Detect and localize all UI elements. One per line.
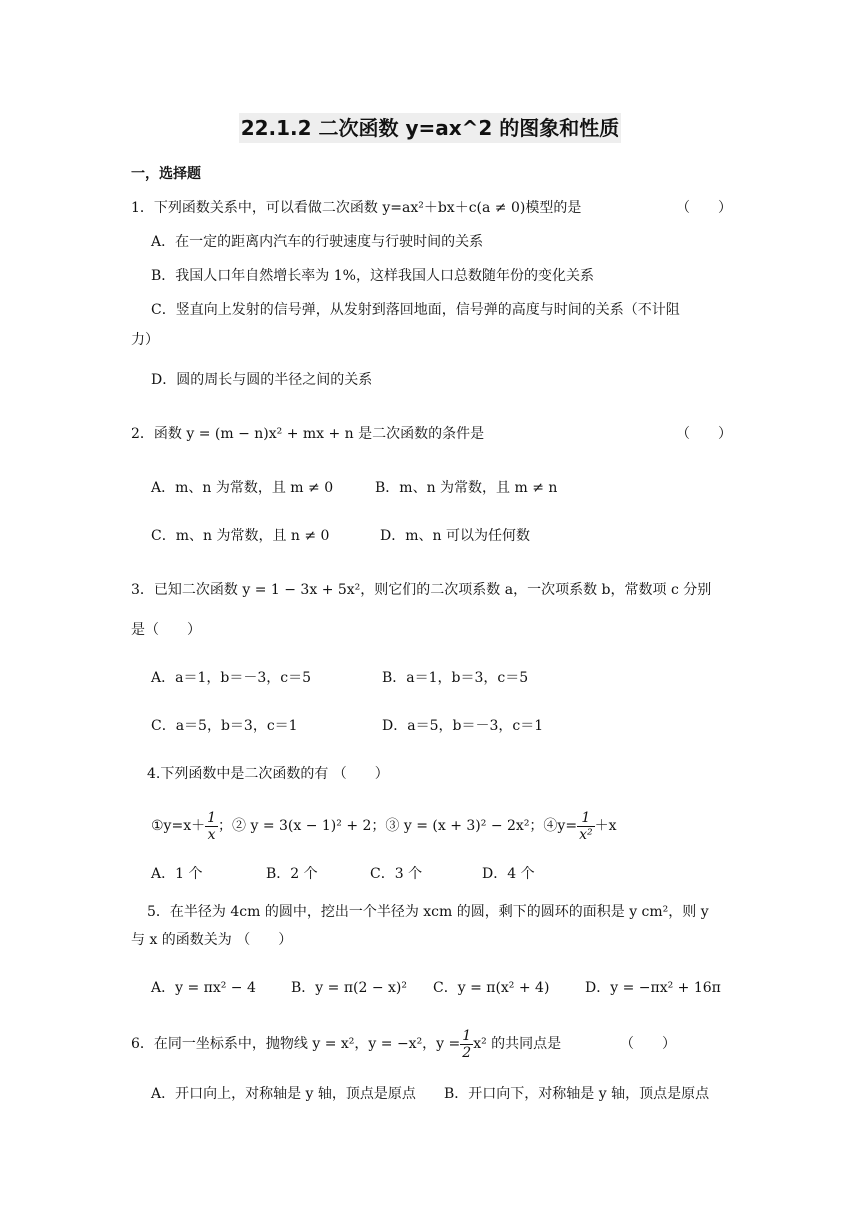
q6-option-a: A．开口向上，对称轴是 y 轴，顶点是原点 bbox=[151, 1086, 416, 1102]
q3-option-b: B．a＝1，b＝3，c＝5 bbox=[382, 670, 529, 686]
q4-f1-numerator: 1 bbox=[207, 809, 217, 826]
q1-option-b: B．我国人口年自然增长率为 1%，这样我国人口总数随年份的变化关系 bbox=[151, 268, 594, 284]
q4-f1-fraction bbox=[205, 810, 218, 843]
q2-stem: 2．函数 y = (m − n)x² + mx + n 是二次函数的条件是 bbox=[131, 426, 485, 442]
q4-option-a: A．1 个 bbox=[151, 866, 203, 882]
q2-option-b: B．m、n 为常数，且 m ≠ n bbox=[375, 480, 558, 496]
q4-option-d: D．4 个 bbox=[482, 866, 535, 882]
q3-option-d: D．a＝5，b＝－3，c＝1 bbox=[382, 718, 544, 734]
q6-stem-end: x² 的共同点是 bbox=[473, 1036, 562, 1052]
q2-option-c: C．m、n 为常数，且 n ≠ 0 bbox=[151, 528, 330, 544]
q6-numerator: 1 bbox=[462, 1027, 472, 1044]
q5-stem: 5．在半径为 4cm 的圆中，挖出一个半径为 xcm 的圆，剩下的圆环的面积是 y cm²，则 y bbox=[147, 904, 709, 920]
q1-option-a: A．在一定的距离内汽车的行驶速度与行驶时间的关系 bbox=[151, 234, 484, 250]
q4-option-c: C．3 个 bbox=[370, 866, 423, 882]
q4-f4-suffix: ＋x bbox=[594, 818, 617, 834]
q3-option-a: A．a＝1，b＝－3，c＝5 bbox=[151, 670, 311, 686]
q4-f4-numerator: 1 bbox=[577, 810, 595, 827]
section-heading: 一，选择题 bbox=[131, 166, 201, 182]
q4-f4-fraction bbox=[577, 810, 595, 843]
q3-stem: 3．已知二次函数 y = 1 − 3x + 5x²，则它们的二次项系数 a，一次项系数 b，常数项 c 分别 bbox=[131, 582, 712, 598]
q4-stem: 4.下列函数中是二次函数的有 （ ） bbox=[147, 766, 389, 782]
q4-option-b: B．2 个 bbox=[266, 866, 318, 882]
q1-answer-paren: （ ） bbox=[676, 200, 732, 216]
q6-answer-paren: （ ） bbox=[620, 1036, 676, 1052]
page-title bbox=[0, 112, 860, 141]
q6-denominator: 2 bbox=[462, 1044, 472, 1061]
q2-option-d: D．m、n 可以为任何数 bbox=[380, 528, 530, 544]
q4-functions bbox=[151, 808, 617, 844]
q4-f1-prefix: ①y=x＋ bbox=[151, 818, 206, 834]
q6-stem-start: 6．在同一坐标系中，抛物线 y = x²，y = −x²，y = bbox=[131, 1036, 461, 1052]
q1-stem: 1．下列函数关系中，可以看做二次函数 y=ax²＋bx＋c(a ≠ 0)模型的是 bbox=[131, 200, 582, 216]
q1-option-d: D．圆的周长与圆的半径之间的关系 bbox=[151, 372, 373, 388]
q6-fraction bbox=[460, 1028, 473, 1061]
q4-f1-denominator: x bbox=[207, 826, 216, 843]
q5-stem-cont: 与 x 的函数关为 （ ） bbox=[131, 932, 293, 948]
q3-option-c: C．a＝5，b＝3，c＝1 bbox=[151, 718, 298, 734]
q3-stem-cont: 是（ ） bbox=[131, 622, 201, 638]
q2-answer-paren: （ ） bbox=[676, 426, 732, 442]
q6-option-b: B．开口向下，对称轴是 y 轴，顶点是原点 bbox=[444, 1086, 710, 1102]
q1-option-c: C．竖直向上发射的信号弹，从发射到落回地面，信号弹的高度与时间的关系（不计阻 bbox=[151, 302, 680, 318]
q6-stem bbox=[131, 1026, 561, 1062]
q4-f2-f3: ；② y = 3(x − 1)² + 2；③ y = (x + 3)² − 2x²；④y= bbox=[218, 818, 578, 834]
q5-option-c: C．y = π(x² + 4) bbox=[433, 980, 550, 996]
q5-option-d: D．y = −πx² + 16π bbox=[585, 980, 721, 996]
title-text: 22.1.2 二次函数 y=ax^2 的图象和性质 bbox=[239, 113, 622, 143]
q1-option-c-cont: 力） bbox=[131, 332, 159, 348]
q5-option-b: B．y = π(2 − x)² bbox=[291, 980, 407, 996]
q5-option-a: A．y = πx² − 4 bbox=[151, 980, 256, 996]
q2-option-a: A．m、n 为常数，且 m ≠ 0 bbox=[151, 480, 334, 496]
q4-f4-denominator: x² bbox=[579, 826, 593, 843]
